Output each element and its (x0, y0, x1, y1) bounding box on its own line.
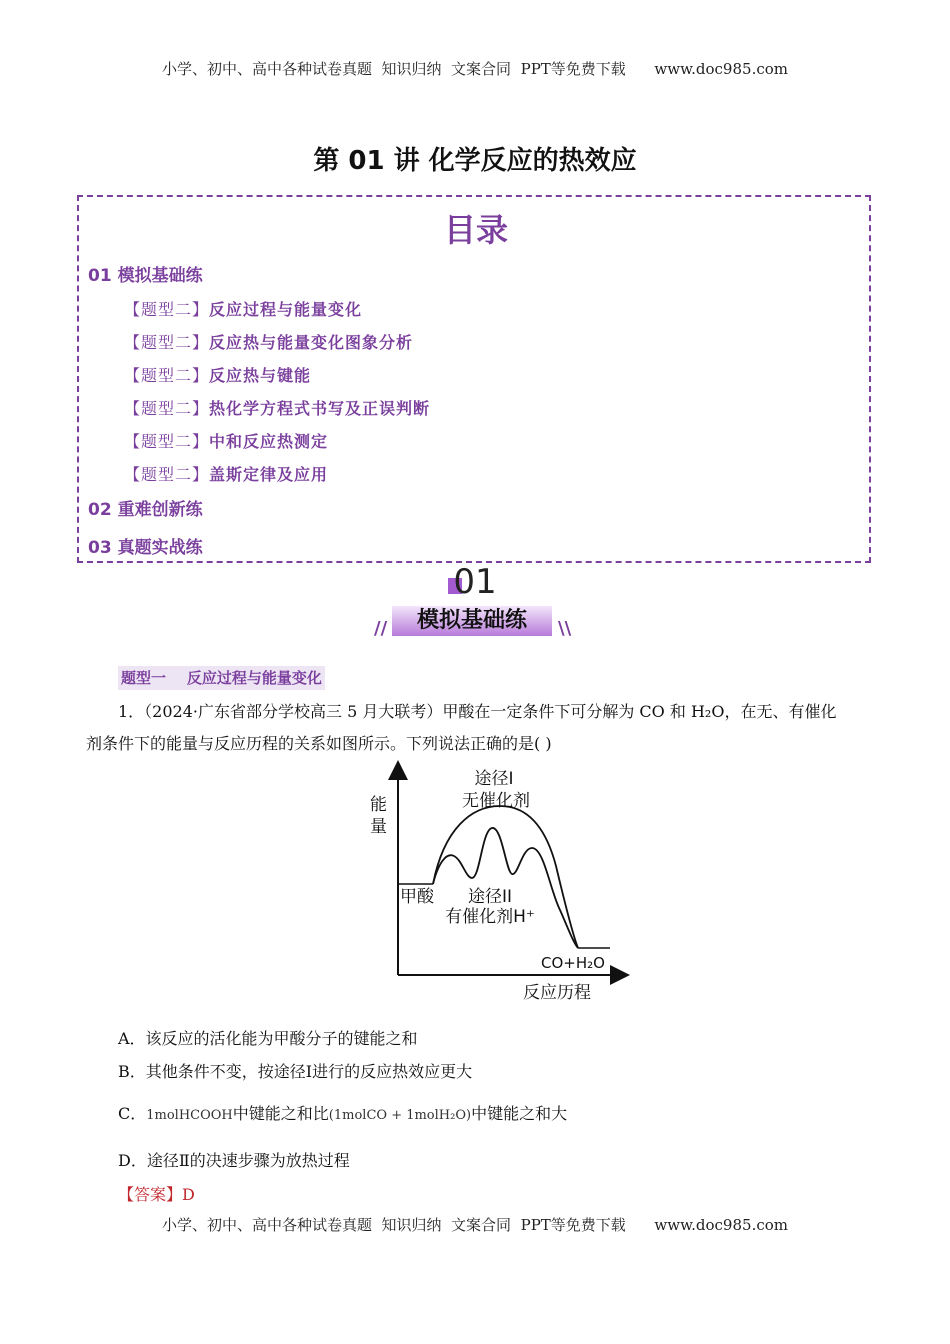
toc-item-label: 反应过程与能量变化 (209, 300, 363, 319)
toc-item[interactable] (124, 297, 362, 320)
toc-item-label: 反应热与能量变化图象分析 (209, 333, 414, 352)
question-line-2: 剂条件下的能量与反应历程的关系如图所示。下列说法正确的是( ) (86, 734, 552, 753)
answer-label: 【答案】D (118, 1185, 195, 1204)
toc-item-tag: 【题型二】 (124, 465, 210, 484)
toc-section-3[interactable]: 03 真题实战练 (88, 538, 203, 558)
toc-item-tag: 【题型二】 (124, 300, 210, 319)
option-d: D．途径Ⅱ的决速步骤为放热过程 (118, 1151, 350, 1170)
banner-left-slash: // (374, 618, 388, 639)
energy-profile-diagram (360, 760, 630, 1010)
page-header: 小学、初中、高中各种试卷真题 知识归纳 文案合同 PPT等免费下载 www.doc985.com (161, 60, 788, 78)
question-line-1: 1．（2024·广东省部分学校高三 5 月大联考）甲酸在一定条件下可分解为 CO 和 H₂O，在无、有催化 (118, 702, 837, 721)
toc-section-1[interactable]: 01 模拟基础练 (88, 266, 203, 286)
option-c-formula-1: 1molHCOOH (146, 1108, 233, 1123)
option-c-formula-2: (1molCO + 1molH₂O) (328, 1108, 472, 1123)
toc-heading: 目录 (443, 211, 508, 249)
toc-item-label: 反应热与键能 (209, 366, 312, 385)
banner-title: 模拟基础练 (416, 608, 527, 633)
question-type-label: 题型一 反应过程与能量变化 (118, 666, 325, 690)
product-label: CO+H₂O (541, 954, 605, 972)
option-b: B．其他条件不变，按途径Ⅰ进行的反应热效应更大 (118, 1062, 473, 1081)
toc-item[interactable] (124, 462, 328, 485)
toc-item-label: 热化学方程式书写及正误判断 (209, 399, 431, 418)
option-c-middle: 中键能之和比 (232, 1104, 329, 1123)
y-axis-label-1: 能 (370, 795, 387, 815)
option-c-prefix: C． (118, 1104, 147, 1123)
path2-label-1: 途径II (467, 887, 513, 907)
toc-item-tag: 【题型二】 (124, 399, 210, 418)
option-a: A．该反应的活化能为甲酸分子的键能之和 (118, 1029, 418, 1048)
toc-item-label: 盖斯定律及应用 (209, 465, 329, 484)
page-footer: 小学、初中、高中各种试卷真题 知识归纳 文案合同 PPT等免费下载 www.doc985.com (161, 1216, 788, 1234)
option-c-suffix: 中键能之和大 (471, 1104, 568, 1123)
toc-item-tag: 【题型二】 (124, 432, 210, 451)
toc-item[interactable] (124, 330, 413, 353)
path2-label-2: 有催化剂H⁺ (445, 907, 535, 927)
table-of-contents (77, 195, 871, 563)
toc-item[interactable] (124, 363, 311, 386)
option-c (118, 1102, 567, 1128)
reactant-label: 甲酸 (400, 887, 434, 907)
toc-item-tag: 【题型二】 (124, 333, 210, 352)
x-axis-label: 反应历程 (523, 983, 591, 1003)
y-axis-label-2: 量 (370, 817, 387, 837)
banner-right-slash: \\ (558, 618, 572, 639)
path1-label-1: 途径I (474, 769, 514, 789)
toc-item[interactable] (124, 429, 328, 452)
toc-section-2[interactable]: 02 重难创新练 (88, 500, 203, 520)
toc-item-tag: 【题型二】 (124, 366, 210, 385)
toc-item[interactable] (124, 396, 430, 419)
path1-label-2: 无催化剂 (462, 791, 530, 811)
banner-number: 01 (453, 562, 497, 602)
toc-item-label: 中和反应热测定 (209, 432, 329, 451)
page-title: 第 01 讲 化学反应的热效应 (313, 146, 637, 176)
